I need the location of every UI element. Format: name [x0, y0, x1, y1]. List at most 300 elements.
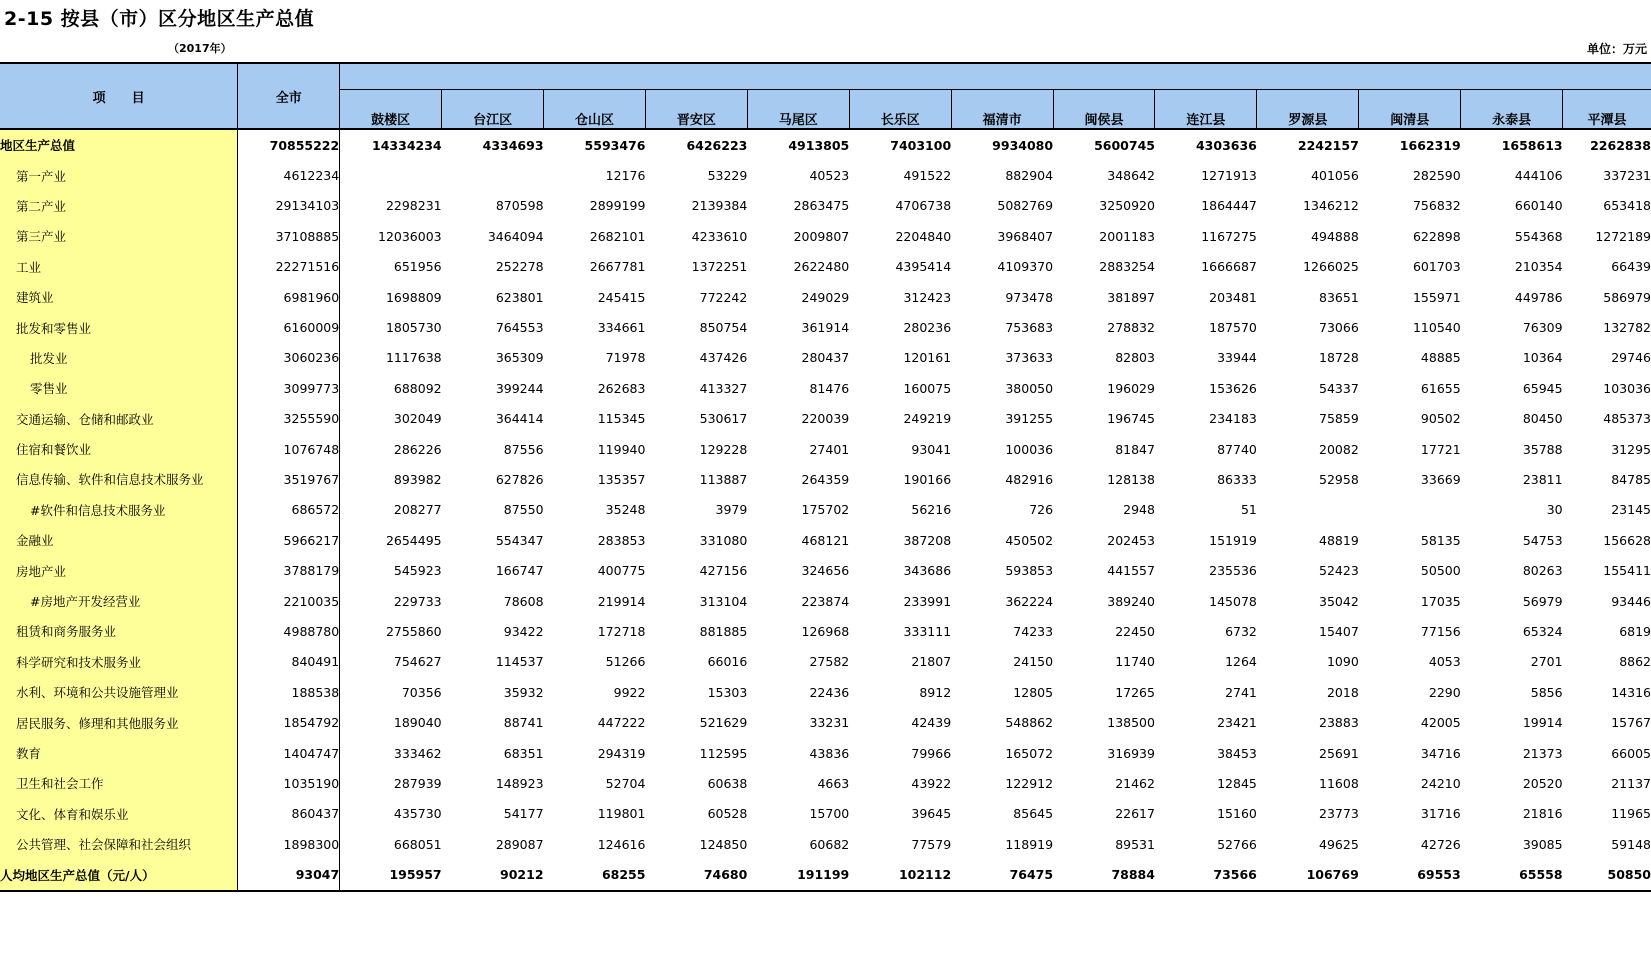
cell-value: 25691: [1319, 745, 1359, 761]
cell-city-total: 2210035: [238, 586, 340, 616]
cell-value: 11965: [1611, 806, 1651, 822]
cell-value: 80450: [1522, 411, 1563, 427]
cell-value: 31716: [1420, 806, 1461, 822]
cell-value: 554368: [1514, 228, 1563, 244]
cell-value: 234183: [1209, 411, 1257, 427]
cell-value: 5856: [1530, 684, 1563, 700]
cell-value: 76309: [1522, 320, 1563, 336]
cell-city-total: 3255590: [238, 404, 340, 434]
cell-value: 89531: [1115, 836, 1155, 852]
table-year: （2017年）: [168, 42, 232, 55]
cell-value: 8912: [919, 684, 952, 700]
cell-value: 155971: [1412, 289, 1461, 305]
table-row: [0, 829, 1651, 859]
cell-value: 2622480: [793, 259, 850, 275]
cell-value: 881885: [699, 623, 748, 639]
cell-value: 71978: [605, 350, 646, 366]
cell-value: 2682101: [589, 228, 646, 244]
cell-value: 4233610: [691, 228, 748, 244]
row-label: 教育: [0, 738, 238, 768]
cell-value: 187570: [1209, 320, 1257, 336]
cell-value: 114537: [495, 654, 544, 670]
cell-value: 381897: [1107, 289, 1155, 305]
cell-value: 156628: [1603, 532, 1651, 548]
cell-city-total: 37108885: [238, 221, 340, 251]
table-row: [0, 859, 1651, 890]
cell-value: 2009807: [793, 228, 850, 244]
cell-value: 66005: [1611, 745, 1651, 761]
cell-value: 54177: [503, 806, 544, 822]
cell-value: [340, 160, 442, 190]
cell-value: 437426: [699, 350, 748, 366]
table-row: [0, 464, 1651, 494]
cell-value: 282590: [1412, 168, 1461, 184]
cell-value: 4053: [1428, 654, 1461, 670]
cell-value: 38453: [1217, 745, 1257, 761]
cell-value: 14316: [1611, 684, 1651, 700]
row-label: 水利、环境和公共设施管理业: [0, 677, 238, 707]
header-district: 永泰县: [1461, 90, 1563, 130]
cell-value: 2755860: [385, 623, 442, 639]
row-label: 工业: [0, 252, 238, 282]
cell-value: 113887: [699, 471, 748, 487]
cell-value: 23883: [1319, 715, 1359, 731]
cell-value: 35042: [1319, 593, 1359, 609]
cell-value: 52766: [1217, 836, 1257, 852]
header-city-total: 全市: [238, 63, 340, 129]
cell-value: 7403100: [890, 137, 952, 153]
cell-value: 485373: [1603, 411, 1651, 427]
cell-value: 80263: [1522, 563, 1563, 579]
row-label: 房地产业: [0, 555, 238, 585]
cell-city-total: 188538: [238, 677, 340, 707]
cell-value: 119940: [597, 441, 646, 457]
cell-value: 30: [1546, 502, 1563, 518]
cell-value: 132782: [1603, 320, 1651, 336]
cell-value: 20520: [1522, 775, 1563, 791]
cell-value: 128138: [1107, 471, 1155, 487]
row-label: 建筑业: [0, 282, 238, 312]
row-label: 住宿和餐饮业: [0, 434, 238, 464]
cell-value: 22436: [809, 684, 850, 700]
cell-value: 252278: [495, 259, 544, 275]
cell-city-total: 4988780: [238, 616, 340, 646]
cell-value: 17721: [1420, 441, 1461, 457]
cell-value: 15303: [707, 684, 748, 700]
cell-value: 196029: [1107, 380, 1155, 396]
cell-value: 6732: [1225, 623, 1257, 639]
cell-value: 51: [1240, 502, 1257, 518]
cell-value: 427156: [699, 563, 748, 579]
cell-value: [1257, 495, 1359, 525]
cell-value: 160075: [903, 380, 952, 396]
table-row: [0, 191, 1651, 221]
cell-value: 548862: [1005, 715, 1054, 731]
cell-value: 2204840: [895, 228, 952, 244]
cell-value: 210354: [1514, 259, 1563, 275]
cell-value: 59148: [1611, 836, 1651, 852]
cell-value: 12845: [1217, 775, 1257, 791]
cell-value: 23145: [1611, 502, 1651, 518]
row-label: 租赁和商务服务业: [0, 616, 238, 646]
cell-value: 172718: [597, 623, 646, 639]
cell-value: 764553: [495, 320, 544, 336]
header-district-band: [340, 63, 1651, 90]
cell-value: 82803: [1115, 350, 1155, 366]
cell-value: 2899199: [589, 198, 646, 214]
cell-value: 155411: [1603, 563, 1651, 579]
cell-value: 280437: [801, 350, 850, 366]
cell-value: 115345: [597, 411, 646, 427]
cell-city-total: 860437: [238, 799, 340, 829]
cell-value: 103036: [1603, 380, 1651, 396]
cell-value: 1266025: [1303, 259, 1359, 275]
cell-value: 70356: [401, 684, 442, 700]
cell-value: 65558: [1461, 859, 1563, 890]
cell-value: 100036: [1005, 441, 1054, 457]
cell-value: 1272189: [1595, 228, 1651, 244]
cell-value: 50500: [1420, 563, 1461, 579]
cell-value: 22617: [1115, 806, 1155, 822]
cell-value: 60528: [707, 806, 748, 822]
cell-value: 2701: [1530, 654, 1563, 670]
table-row: [0, 586, 1651, 616]
cell-value: 4109370: [997, 259, 1054, 275]
table-row: [0, 707, 1651, 737]
cell-value: 39085: [1522, 836, 1563, 852]
cell-value: 229733: [393, 593, 442, 609]
cell-city-total: 686572: [238, 495, 340, 525]
cell-value: 1264: [1225, 654, 1257, 670]
cell-value: 12176: [605, 168, 646, 184]
cell-value: 413327: [699, 380, 748, 396]
cell-value: 772242: [699, 289, 748, 305]
cell-value: 196745: [1107, 411, 1155, 427]
cell-value: 313104: [699, 593, 748, 609]
row-label: 居民服务、修理和其他服务业: [0, 707, 238, 737]
header-district: 罗源县: [1257, 90, 1359, 130]
cell-value: 4303636: [1195, 137, 1257, 153]
header-district: 闽清县: [1359, 90, 1461, 130]
cell-value: 5082769: [997, 198, 1054, 214]
cell-value: 653418: [1603, 198, 1651, 214]
cell-value: 1662319: [1399, 137, 1461, 153]
cell-value: 73566: [1155, 859, 1257, 890]
table-body: [0, 129, 1651, 891]
cell-value: 343686: [903, 563, 952, 579]
cell-value: 2001183: [1099, 228, 1155, 244]
table-row: [0, 738, 1651, 768]
cell-value: 593853: [1005, 563, 1054, 579]
gdp-table: [0, 62, 1651, 892]
cell-value: 586979: [1603, 289, 1651, 305]
cell-value: 73066: [1319, 320, 1359, 336]
cell-value: 23421: [1217, 715, 1257, 731]
cell-value: 87550: [503, 502, 544, 518]
cell-value: 1864447: [1201, 198, 1257, 214]
cell-value: 153626: [1209, 380, 1257, 396]
cell-value: 9922: [613, 684, 646, 700]
cell-value: 450502: [1005, 532, 1054, 548]
cell-value: 2741: [1225, 684, 1257, 700]
cell-value: 175702: [801, 502, 850, 518]
cell-value: 249219: [903, 411, 952, 427]
cell-value: 23811: [1522, 471, 1563, 487]
row-label: 交通运输、仓储和邮政业: [0, 404, 238, 434]
cell-value: 2863475: [793, 198, 850, 214]
cell-value: 289087: [495, 836, 544, 852]
cell-value: 15700: [809, 806, 850, 822]
cell-value: 235536: [1209, 563, 1257, 579]
cell-value: 754627: [393, 654, 442, 670]
cell-value: 189040: [393, 715, 442, 731]
cell-value: 1090: [1326, 654, 1359, 670]
cell-value: 5593476: [584, 137, 646, 153]
cell-value: 48819: [1319, 532, 1359, 548]
cell-value: 35788: [1522, 441, 1563, 457]
cell-value: 468121: [801, 532, 850, 548]
row-label: 批发和零售业: [0, 312, 238, 342]
cell-value: 441557: [1107, 563, 1155, 579]
cell-value: 447222: [597, 715, 646, 731]
cell-value: 530617: [699, 411, 748, 427]
cell-value: 15407: [1319, 623, 1359, 639]
cell-value: 337231: [1603, 168, 1651, 184]
cell-value: 11608: [1319, 775, 1359, 791]
cell-value: 81847: [1115, 441, 1155, 457]
cell-value: 2242157: [1297, 137, 1359, 153]
cell-value: 33944: [1217, 350, 1257, 366]
cell-value: 52423: [1319, 563, 1359, 579]
cell-city-total: 1035190: [238, 768, 340, 798]
cell-value: 220039: [801, 411, 850, 427]
cell-value: 4663: [817, 775, 850, 791]
cell-value: 23773: [1319, 806, 1359, 822]
cell-value: 554347: [495, 532, 544, 548]
header-district: 鼓楼区: [340, 90, 442, 130]
table-header: [0, 63, 1651, 129]
row-label: #房地产开发经营业: [0, 586, 238, 616]
row-label: #软件和信息技术服务业: [0, 495, 238, 525]
cell-value: 365309: [495, 350, 544, 366]
cell-value: 129228: [699, 441, 748, 457]
cell-value: 6819: [1619, 623, 1651, 639]
cell-value: 545923: [393, 563, 442, 579]
cell-value: 521629: [699, 715, 748, 731]
cell-value: 627826: [495, 471, 544, 487]
cell-value: 119801: [597, 806, 646, 822]
cell-value: 27582: [809, 654, 850, 670]
cell-value: 850754: [699, 320, 748, 336]
cell-value: 233991: [903, 593, 952, 609]
cell-value: 86333: [1217, 471, 1257, 487]
cell-value: 245415: [597, 289, 646, 305]
cell-value: 2883254: [1099, 259, 1155, 275]
cell-value: 43836: [809, 745, 850, 761]
cell-value: 15160: [1217, 806, 1257, 822]
table-row: [0, 404, 1651, 434]
cell-value: 389240: [1107, 593, 1155, 609]
cell-value: 34716: [1420, 745, 1461, 761]
row-label: 第三产业: [0, 221, 238, 251]
row-label: 人均地区生产总值（元/人）: [0, 859, 238, 890]
cell-value: 124616: [597, 836, 646, 852]
table-row: [0, 647, 1651, 677]
cell-value: 93422: [503, 623, 544, 639]
cell-value: 56979: [1522, 593, 1563, 609]
cell-value: 262683: [597, 380, 646, 396]
cell-value: 364414: [495, 411, 544, 427]
cell-value: 138500: [1107, 715, 1155, 731]
cell-value: 60682: [809, 836, 850, 852]
cell-value: 68351: [503, 745, 544, 761]
cell-value: 400775: [597, 563, 646, 579]
cell-value: 1271913: [1201, 168, 1257, 184]
row-label: 第二产业: [0, 191, 238, 221]
cell-value: 61655: [1420, 380, 1461, 396]
cell-value: 651956: [393, 259, 442, 275]
row-label: 信息传输、软件和信息技术服务业: [0, 464, 238, 494]
cell-value: 449786: [1514, 289, 1563, 305]
cell-value: 9934080: [992, 137, 1054, 153]
cell-value: 93446: [1611, 593, 1651, 609]
table-row: [0, 282, 1651, 312]
cell-value: 88741: [503, 715, 544, 731]
cell-value: 148923: [495, 775, 544, 791]
table-row: [0, 434, 1651, 464]
cell-value: 81476: [809, 380, 850, 396]
cell-value: 2667781: [589, 259, 646, 275]
cell-value: [1359, 495, 1461, 525]
cell-value: 21137: [1611, 775, 1651, 791]
cell-value: 191199: [747, 859, 849, 890]
cell-value: 688092: [393, 380, 442, 396]
table-row: [0, 768, 1651, 798]
cell-value: 35932: [503, 684, 544, 700]
row-label: 批发业: [0, 343, 238, 373]
cell-city-total: 1076748: [238, 434, 340, 464]
header-district: 仓山区: [544, 90, 646, 130]
cell-value: 333111: [903, 623, 952, 639]
cell-city-total: 1898300: [238, 829, 340, 859]
cell-value: 882904: [1005, 168, 1054, 184]
cell-city-total: 3519767: [238, 464, 340, 494]
header-district: 马尾区: [747, 90, 849, 130]
cell-value: 294319: [597, 745, 646, 761]
cell-value: 1666687: [1201, 259, 1257, 275]
cell-value: 87556: [503, 441, 544, 457]
cell-value: 1346212: [1303, 198, 1359, 214]
cell-value: 42005: [1420, 715, 1461, 731]
cell-value: 2948: [1123, 502, 1155, 518]
cell-value: 3464094: [487, 228, 544, 244]
cell-value: 53229: [707, 168, 748, 184]
cell-value: 601703: [1412, 259, 1461, 275]
cell-value: 202453: [1107, 532, 1155, 548]
cell-value: 51266: [605, 654, 646, 670]
cell-value: 1698809: [385, 289, 442, 305]
cell-value: 35248: [605, 502, 646, 518]
cell-city-total: 1404747: [238, 738, 340, 768]
cell-value: 324656: [801, 563, 850, 579]
cell-value: 50850: [1563, 859, 1651, 890]
row-label: 金融业: [0, 525, 238, 555]
cell-value: 74680: [645, 859, 747, 890]
cell-value: 753683: [1005, 320, 1054, 336]
cell-value: 387208: [903, 532, 952, 548]
cell-value: 12036003: [378, 228, 442, 244]
cell-value: 106769: [1257, 859, 1359, 890]
cell-value: 17035: [1420, 593, 1461, 609]
cell-value: 283853: [597, 532, 646, 548]
cell-value: 4706738: [895, 198, 952, 214]
cell-value: 494888: [1311, 228, 1359, 244]
cell-value: 391255: [1005, 411, 1054, 427]
cell-value: 362224: [1005, 593, 1054, 609]
cell-value: 331080: [699, 532, 748, 548]
cell-value: 145078: [1209, 593, 1257, 609]
cell-value: 87740: [1217, 441, 1257, 457]
cell-city-total: 4612234: [238, 160, 340, 190]
cell-value: 21807: [911, 654, 952, 670]
cell-value: 348642: [1107, 168, 1155, 184]
cell-city-total: 3060236: [238, 343, 340, 373]
cell-value: 102112: [849, 859, 951, 890]
cell-value: 4395414: [895, 259, 952, 275]
cell-value: 60638: [707, 775, 748, 791]
cell-value: 482916: [1005, 471, 1054, 487]
cell-value: [442, 160, 544, 190]
table-row: [0, 373, 1651, 403]
cell-value: 361914: [801, 320, 850, 336]
cell-value: 48885: [1420, 350, 1461, 366]
cell-value: 399244: [495, 380, 544, 396]
row-label: 文化、体育和娱乐业: [0, 799, 238, 829]
cell-value: 77156: [1420, 623, 1461, 639]
row-label: 卫生和社会工作: [0, 768, 238, 798]
cell-city-total: 840491: [238, 647, 340, 677]
table-row: [0, 160, 1651, 190]
cell-value: 373633: [1005, 350, 1054, 366]
cell-value: 333462: [393, 745, 442, 761]
cell-value: 208277: [393, 502, 442, 518]
cell-value: 76475: [951, 859, 1053, 890]
row-label: 第一产业: [0, 160, 238, 190]
cell-value: 68255: [544, 859, 646, 890]
cell-value: 90502: [1420, 411, 1461, 427]
cell-value: 122912: [1005, 775, 1054, 791]
cell-value: 69553: [1359, 859, 1461, 890]
cell-value: 15767: [1611, 715, 1651, 731]
cell-value: 124850: [699, 836, 748, 852]
cell-value: 287939: [393, 775, 442, 791]
cell-value: 2139384: [691, 198, 748, 214]
cell-value: 40523: [809, 168, 850, 184]
cell-value: 21816: [1522, 806, 1563, 822]
cell-value: 334661: [597, 320, 646, 336]
cell-value: 10364: [1522, 350, 1563, 366]
cell-value: 1658613: [1501, 137, 1563, 153]
cell-value: 280236: [903, 320, 952, 336]
cell-value: 126968: [801, 623, 850, 639]
cell-value: 20082: [1319, 441, 1359, 457]
cell-value: 5600745: [1094, 137, 1155, 153]
header-district: 闽侯县: [1053, 90, 1155, 130]
cell-city-total: 6981960: [238, 282, 340, 312]
header-district: 连江县: [1155, 90, 1257, 130]
cell-value: 24210: [1420, 775, 1461, 791]
cell-value: 77579: [911, 836, 952, 852]
